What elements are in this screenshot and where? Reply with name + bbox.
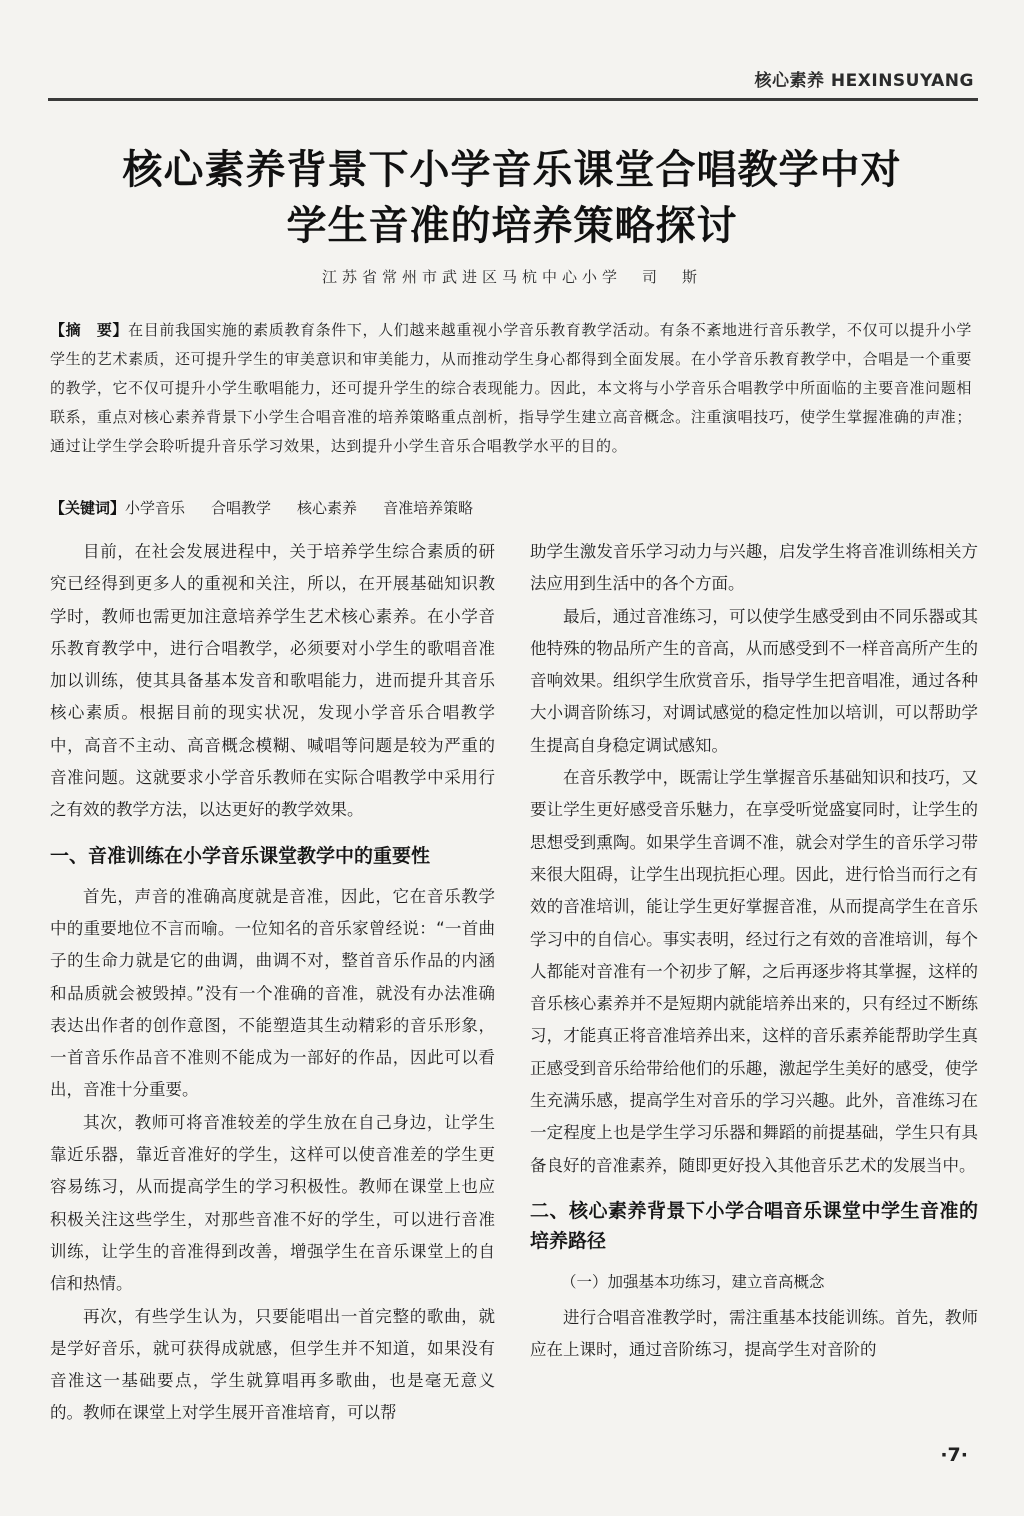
- paragraph: 目前，在社会发展进程中，关于培养学生综合素质的研究已经得到更多人的重视和关注，所以，在开展基础知识教学时，教师也需更加注意培养学生艺术核心素养。在小学音乐教育教学中，进行合唱教学，必须要对小学生的歌唱音准加以训练，使其具备基本发音和歌唱能力，进而提升其音乐核心素质。根据目前的现实状况，发现小学音乐合唱教学中，高音不主动、高音概念模糊、喊唱等问题是较为严重的音准问题。这就要求小学音乐教师在实际合唱教学中采用行之有效的教学方法，以达更好的教学效果。: [50, 542, 495, 820]
- keyword: 小学音乐: [125, 499, 186, 517]
- header-rule: [48, 98, 978, 101]
- paragraph: 首先，声音的准确高度就是音准，因此，它在音乐教学中的重要地位不言而喻。一位知名的音乐家曾经说：“一首曲子的生命力就是它的曲调，曲调不对，整首音乐作品的内涵和品质就会被毁掉。”没有一个准确的音准，就没有办法准确表达出作者的创作意图，不能塑造其生动精彩的音乐形象，一首音乐作品音不准则不能成为一部好的作品，因此可以看出，音准十分重要。: [50, 886, 495, 1100]
- right-column: [530, 536, 978, 1367]
- title-line-1: 核心素养背景下小学音乐课堂合唱教学中对: [122, 146, 902, 193]
- subsection-heading: （一）加强基本功练习，建立音高概念: [561, 1272, 825, 1291]
- paragraph: 进行合唱音准教学时，需注重基本技能训练。首先，教师应在上课时，通过音阶练习，提高学生对音阶的: [530, 1307, 978, 1360]
- paragraph: 最后，通过音准练习，可以使学生感受到由不同乐器或其他特殊的物品所产生的音高，从而感受到不一样音高所产生的音响效果。组织学生欣赏音乐，指导学生把音唱准，通过各种大小调音阶练习，对调试感觉的稳定性加以培训，可以帮助学生提高自身稳定调试感知。: [530, 606, 978, 755]
- article-title: [60, 142, 964, 254]
- keyword: 核心素养: [297, 499, 358, 517]
- section-heading-1: 一、音准训练在小学音乐课堂教学中的重要性: [50, 844, 431, 867]
- paragraph: 其次，教师可将音准较差的学生放在自己身边，让学生靠近乐器，靠近音准好的学生，这样可以使音准差的学生更容易练习，从而提高学生的学习积极性。教师在课堂上也应积极关注这些学生，对那些音准不好的学生，可以进行音准训练，让学生的音准得到改善，增强学生在音乐课堂上的自信和热情。: [50, 1112, 495, 1294]
- abstract-text: 在目前我国实施的素质教育条件下，人们越来越重视小学音乐教育教学活动。有条不紊地进行音乐教学，不仅可以提升小学学生的艺术素质，还可提升学生的审美意识和审美能力，从而推动学生身心都得到全面发展。在小学音乐教育教学中，合唱是一个重要的教学，它不仅可提升小学生歌唱能力，还可提升学生的综合表现能力。因此，本文将与小学音乐合唱教学中所面临的主要音准问题相联系，重点对核心素养背景下小学生合唱音准的培养策略重点剖析，指导学生建立高音概念。注重演唱技巧，使学生掌握准确的声准；通过让学生学会聆听提升音乐学习效果，达到提升小学生音乐合唱教学水平的目的。: [50, 321, 972, 455]
- author-affiliation: 江苏省常州市武进区马杭中心小学 司 斯: [321, 268, 702, 286]
- abstract: [50, 316, 972, 461]
- keywords: [50, 494, 972, 523]
- title-line-2: 学生音准的培养策略探讨: [286, 202, 738, 249]
- keyword: 音准培养策略: [383, 499, 474, 517]
- section-label: 核心素养 HEXINSUYANG: [754, 71, 974, 91]
- paragraph: 在音乐教学中，既需让学生掌握音乐基础知识和技巧，又要让学生更好感受音乐魅力，在享受听觉盛宴同时，让学生的思想受到熏陶。如果学生音调不准，就会对学生的音乐学习带来很大阻碍，让学生出现抗拒心理。因此，进行恰当而行之有效的音准培训，能让学生更好掌握音准，从而提高学生在音乐学习中的自信心。事实表明，经过行之有效的音准培训，每个人都能对音准有一个初步了解，之后再逐步将其掌握，这样的音乐核心素养并不是短期内就能培养出来的，只有经过不断练习，才能真正将音准培养出来，这样的音乐素养能帮助学生真正感受到音乐给带给他们的乐趣，激起学生美好的感受，使学生充满乐感，提高学生对音乐的学习兴趣。此外，音准练习在一定程度上也是学生学习乐器和舞蹈的前提基础，学生只有具备良好的音准素养，随即更好投入其他音乐艺术的发展当中。: [530, 768, 978, 1175]
- keywords-label: 【关键词】: [50, 499, 126, 517]
- paragraph: 助学生激发音乐学习动力与兴趣，启发学生将音准训练相关方法应用到生活中的各个方面。: [530, 542, 978, 594]
- paragraph: 再次，有些学生认为，只要能唱出一首完整的歌曲，就是学好音乐，就可获得成就感，但学生并不知道，如果没有音准这一基础要点，学生就算唱再多歌曲，也是毫无意义的。教师在课堂上对学生展开音准培育，可以帮: [50, 1306, 495, 1423]
- page-number: ·7·: [940, 1444, 968, 1466]
- keyword: 合唱教学: [211, 499, 272, 517]
- left-column: [50, 536, 495, 1430]
- section-heading-2: 二、核心素养背景下小学合唱音乐课堂中学生音准的培养路径: [530, 1199, 978, 1252]
- abstract-label: 【摘 要】: [50, 321, 129, 339]
